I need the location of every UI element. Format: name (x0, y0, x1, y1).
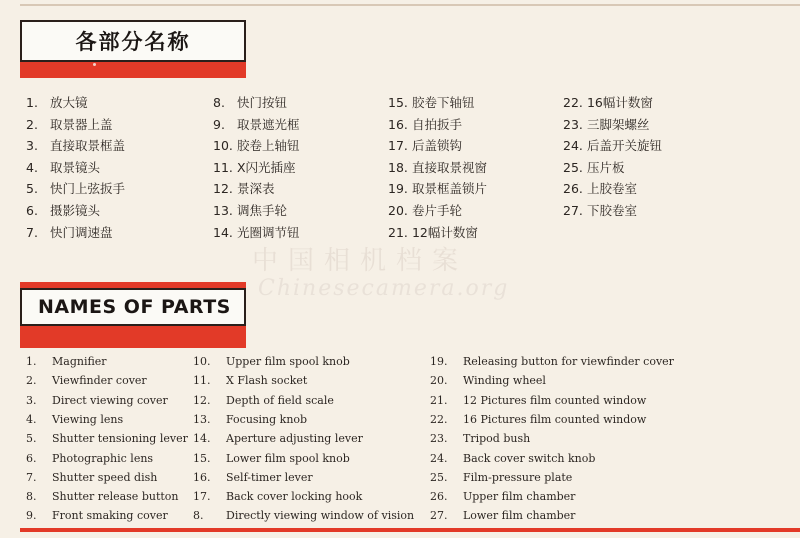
chinese-heading-frame (20, 20, 246, 62)
part-number: 12. (213, 181, 233, 197)
part-number: 26. (430, 490, 448, 504)
part-item-cn (563, 94, 653, 112)
part-label: 后盖锁钩 (408, 138, 462, 154)
part-label: 快门上弦扳手 (46, 181, 125, 197)
part-item-cn (213, 94, 287, 112)
part-number: 19. (430, 355, 448, 368)
top-rule (20, 4, 800, 6)
part-label: 下胶卷室 (583, 203, 637, 218)
part-item-en (26, 507, 168, 525)
part-label: 胶卷上轴钮 (233, 138, 300, 154)
part-item-cn (563, 202, 637, 220)
part-label: 上胶卷室 (583, 181, 637, 197)
part-label: 取景遮光框 (233, 116, 300, 132)
part-label: 16 Pictures film counted window (463, 412, 647, 426)
part-label: Releasing button for viewfinder cover (463, 355, 674, 368)
part-number: 2. (26, 374, 37, 388)
part-label: Shutter tensioning lever (52, 432, 188, 446)
part-number: 20. (388, 203, 408, 218)
part-number: 9. (213, 116, 225, 132)
part-label: 直接取景框盖 (46, 138, 125, 154)
part-label: 快门按钮 (233, 95, 287, 110)
part-number: 15. (388, 95, 408, 110)
part-number: 8. (213, 95, 225, 110)
part-number: 16. (388, 116, 408, 132)
part-item-en (26, 430, 188, 448)
part-item-en (193, 392, 334, 410)
part-label: Focusing knob (226, 412, 308, 426)
part-item-en (430, 392, 646, 410)
part-label: 直接取景视窗 (408, 159, 487, 175)
part-label: 12幅计数窗 (408, 224, 478, 240)
part-item-en (26, 372, 147, 390)
part-item-en (26, 488, 179, 506)
part-label: Shutter speed dish (52, 470, 158, 484)
part-item-cn (213, 180, 274, 198)
part-number: 7. (26, 470, 37, 484)
part-label: 快门调速盘 (46, 224, 113, 240)
part-label: 压片板 (583, 159, 625, 175)
part-item-cn (26, 116, 112, 134)
part-label: Back cover switch knob (463, 451, 596, 465)
part-number: 7. (26, 224, 38, 240)
part-item-cn (26, 94, 87, 112)
chinese-heading-box (20, 20, 246, 78)
part-item-cn (26, 180, 125, 198)
part-label: 三脚架螺丝 (583, 116, 650, 132)
part-label: Upper film chamber (463, 490, 576, 504)
part-item-cn (213, 224, 299, 242)
part-item-en (26, 353, 107, 371)
part-label: 光圈调节钮 (233, 224, 300, 240)
part-number: 17. (388, 138, 408, 154)
part-label: Depth of field scale (226, 393, 334, 407)
part-label: X闪光插座 (233, 159, 296, 175)
part-label: 自拍扳手 (408, 116, 462, 132)
part-label: 12 Pictures film counted window (463, 393, 647, 407)
part-item-cn (563, 159, 624, 177)
part-label: 胶卷下轴钮 (408, 95, 475, 110)
part-item-en (193, 430, 363, 448)
part-item-cn (563, 180, 637, 198)
part-number: 12. (193, 393, 211, 407)
part-item-cn (388, 116, 462, 134)
part-item-cn (213, 116, 299, 134)
part-item-en (193, 507, 414, 525)
part-item-cn (213, 159, 296, 177)
part-number: 2. (26, 116, 38, 132)
part-label: Directly viewing window of vision (226, 509, 415, 523)
part-label: Front smaking cover (52, 509, 168, 523)
part-item-cn (213, 137, 299, 155)
part-item-en (430, 430, 530, 448)
part-item-en (430, 507, 575, 525)
part-item-en (193, 353, 350, 371)
part-label: 16幅计数窗 (583, 95, 653, 110)
part-number: 17. (193, 490, 211, 504)
part-number: 3. (26, 138, 38, 154)
part-number: 1. (26, 95, 38, 110)
part-item-en (193, 488, 362, 506)
part-label: Lower film spool knob (226, 451, 350, 465)
watermark-english: Chinesecamera.org (258, 276, 510, 301)
part-number: 13. (213, 203, 233, 218)
english-heading-title: NAMES OF PARTS (38, 296, 231, 318)
english-heading-frame (20, 288, 246, 326)
part-number: 23. (430, 432, 448, 446)
part-item-en (26, 469, 157, 487)
part-number: 10. (213, 138, 233, 154)
part-item-cn (213, 202, 287, 220)
part-number: 25. (430, 470, 448, 484)
part-number: 11. (213, 159, 233, 175)
bottom-rule (20, 528, 800, 532)
part-label: Tripod bush (463, 432, 531, 446)
part-number: 22. (563, 95, 583, 110)
part-item-cn (388, 180, 487, 198)
part-item-cn (563, 137, 662, 155)
part-item-cn (388, 94, 474, 112)
part-label: Shutter release button (52, 490, 179, 504)
part-label: Back cover locking hook (226, 490, 363, 504)
part-number: 16. (193, 470, 211, 484)
part-item-en (430, 488, 575, 506)
part-number: 21. (388, 224, 408, 240)
part-number: 24. (563, 138, 583, 154)
part-item-en (193, 450, 350, 468)
part-item-en (26, 411, 123, 429)
part-number: 23. (563, 116, 583, 132)
part-item-cn (26, 202, 100, 220)
part-label: 后盖开关旋钮 (583, 138, 662, 154)
part-label: 取景框盖锁片 (408, 181, 487, 197)
part-label: Photographic lens (52, 451, 154, 465)
part-number: 1. (26, 355, 37, 368)
part-number: 25. (563, 159, 583, 175)
part-item-cn (26, 159, 100, 177)
part-number: 6. (26, 203, 38, 218)
part-item-cn (26, 224, 112, 242)
part-number: 26. (563, 181, 583, 197)
part-label: 景深表 (233, 181, 275, 197)
part-number: 20. (430, 374, 448, 388)
part-label: Upper film spool knob (226, 355, 350, 368)
part-label: 放大镜 (46, 95, 88, 110)
part-item-cn (388, 159, 487, 177)
part-number: 24. (430, 451, 448, 465)
part-label: Lower film chamber (463, 509, 576, 523)
part-item-en (430, 353, 674, 371)
part-number: 19. (388, 181, 408, 197)
part-label: Aperture adjusting lever (226, 432, 363, 446)
part-label: Viewing lens (52, 412, 124, 426)
part-number: 22. (430, 412, 448, 426)
part-item-en (26, 392, 168, 410)
part-label: 取景器上盖 (46, 116, 113, 132)
part-number: 5. (26, 432, 37, 446)
part-number: 3. (26, 393, 37, 407)
part-item-en (193, 411, 307, 429)
part-label: Winding wheel (463, 374, 546, 388)
part-item-cn (388, 224, 478, 242)
part-item-en (430, 372, 546, 390)
part-number: 21. (430, 393, 448, 407)
part-number: 11. (193, 374, 211, 388)
part-item-en (26, 450, 153, 468)
part-number: 10. (193, 355, 211, 368)
part-label: 卷片手轮 (408, 203, 462, 218)
part-number: 14. (213, 224, 233, 240)
part-number: 18. (388, 159, 408, 175)
english-heading-box (20, 282, 246, 348)
part-number: 9. (26, 509, 37, 523)
part-number: 8. (26, 490, 37, 504)
part-number: 5. (26, 181, 38, 197)
part-label: 调焦手轮 (233, 203, 287, 218)
part-label: Direct viewing cover (52, 393, 168, 407)
part-number: 6. (26, 451, 37, 465)
part-label: 取景镜头 (46, 159, 100, 175)
part-item-cn (388, 202, 462, 220)
part-label: Self-timer lever (226, 470, 313, 484)
part-item-cn (388, 137, 462, 155)
part-item-en (430, 411, 646, 429)
part-label: Film-pressure plate (463, 470, 573, 484)
part-number: 27. (563, 203, 583, 218)
part-item-en (193, 469, 313, 487)
part-label: Viewfinder cover (52, 374, 147, 388)
part-item-cn (26, 137, 125, 155)
part-label: Magnifier (52, 355, 107, 368)
part-number: 4. (26, 159, 38, 175)
part-item-cn (563, 116, 649, 134)
watermark-chinese: 中国相机档案 (252, 246, 469, 276)
part-label: X Flash socket (226, 374, 308, 388)
part-number: 15. (193, 451, 211, 465)
part-number: 14. (193, 432, 211, 446)
part-label: 摄影镜头 (46, 203, 100, 218)
part-item-en (430, 469, 572, 487)
part-number: 4. (26, 412, 37, 426)
part-number: 8. (193, 509, 204, 523)
part-number: 27. (430, 509, 448, 523)
part-item-en (193, 372, 307, 390)
decorative-dot (93, 63, 96, 66)
part-item-en (430, 450, 595, 468)
chinese-heading-title: 各部分名称 (75, 30, 191, 54)
part-number: 13. (193, 412, 211, 426)
